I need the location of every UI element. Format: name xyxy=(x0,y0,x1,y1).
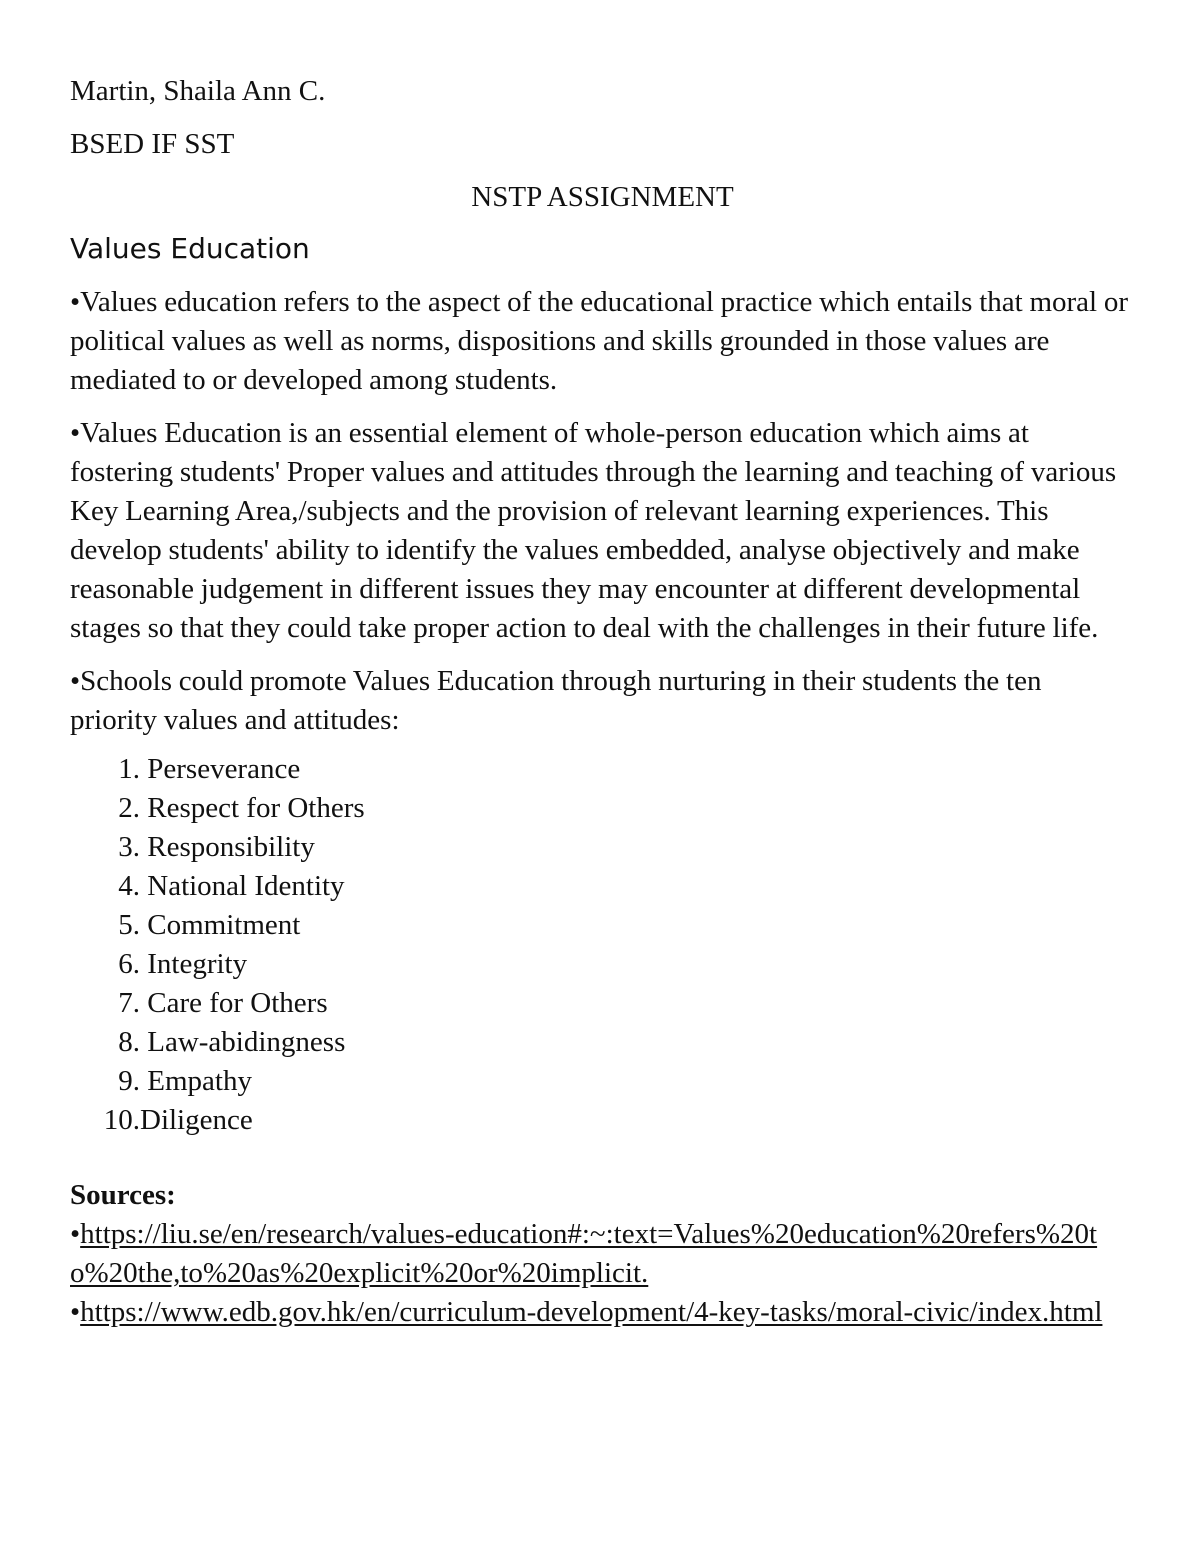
source-entry xyxy=(70,1293,1135,1332)
list-item-text: Law-abidingness xyxy=(147,1026,346,1058)
sources-heading: Sources: xyxy=(70,1179,176,1211)
list-item-text: Respect for Others xyxy=(147,792,365,824)
list-number: 3. xyxy=(118,831,140,863)
source-link-edb[interactable]: https://www.edb.gov.hk/en/curriculum-development/4-key-tasks/moral-civic/index.html xyxy=(80,1296,1103,1328)
list-item-text: Integrity xyxy=(147,948,248,980)
bullet: • xyxy=(70,1296,81,1328)
list-item xyxy=(70,789,1135,828)
list-number: 1. xyxy=(118,753,140,785)
list-number: 5. xyxy=(118,909,140,941)
list-item-text: Commitment xyxy=(147,909,301,941)
section-heading: Values Education xyxy=(70,232,310,265)
list-item xyxy=(70,750,1135,789)
list-item-text: Empathy xyxy=(147,1065,252,1097)
source-entry xyxy=(70,1215,1135,1293)
priority-values-list xyxy=(70,750,1135,1140)
list-item-text: Perseverance xyxy=(147,753,301,785)
list-item xyxy=(70,867,1135,906)
list-item-text: Diligence xyxy=(140,1104,253,1136)
list-number: 4. xyxy=(118,870,140,902)
list-number: 10. xyxy=(103,1104,140,1136)
list-number: 2. xyxy=(118,792,140,824)
list-item xyxy=(70,828,1135,867)
list-item xyxy=(70,984,1135,1023)
paragraph-definition: •Values education refers to the aspect of the educational practice which entails that moral or political values as well as norms, dispositions and skills grounded in those values are mediated to or developed among students. xyxy=(70,286,1128,396)
assignment-title: NSTP ASSIGNMENT xyxy=(471,181,734,213)
list-item xyxy=(70,1062,1135,1101)
list-item xyxy=(70,906,1135,945)
paragraph-schools: •Schools could promote Values Education through nurturing in their students the ten priority values and attitudes: xyxy=(70,665,1042,736)
document-page xyxy=(70,72,1135,1332)
author-name: Martin, Shaila Ann C. xyxy=(70,75,326,107)
list-number: 6. xyxy=(118,948,140,980)
bullet: • xyxy=(70,1218,81,1250)
list-item xyxy=(70,945,1135,984)
list-item-text: National Identity xyxy=(147,870,345,902)
list-item xyxy=(70,1101,1135,1140)
list-number: 9. xyxy=(118,1065,140,1097)
course-label: BSED IF SST xyxy=(70,128,235,160)
source-link-liu[interactable]: https://liu.se/en/research/values-education#:~:text=Values%20education%20refers%20to%20the,to%20as%20explicit%20or%20implicit. xyxy=(70,1218,1098,1289)
list-item-text: Responsibility xyxy=(147,831,315,863)
list-item xyxy=(70,1023,1135,1062)
list-item-text: Care for Others xyxy=(147,987,328,1019)
list-number: 8. xyxy=(118,1026,140,1058)
paragraph-whole-person: •Values Education is an essential element of whole-person education which aims at fostering students' Proper values and attitudes through the learning and teaching of various Key Learning Area,/subjects and the provision of relevant learning experiences. This develop students' ability to identify the values embedded, analyse objectively and make reasonable judgement in different issues they may encounter at different developmental stages so that they could take proper action to deal with the challenges in their future life. xyxy=(70,417,1117,644)
list-number: 7. xyxy=(118,987,140,1019)
